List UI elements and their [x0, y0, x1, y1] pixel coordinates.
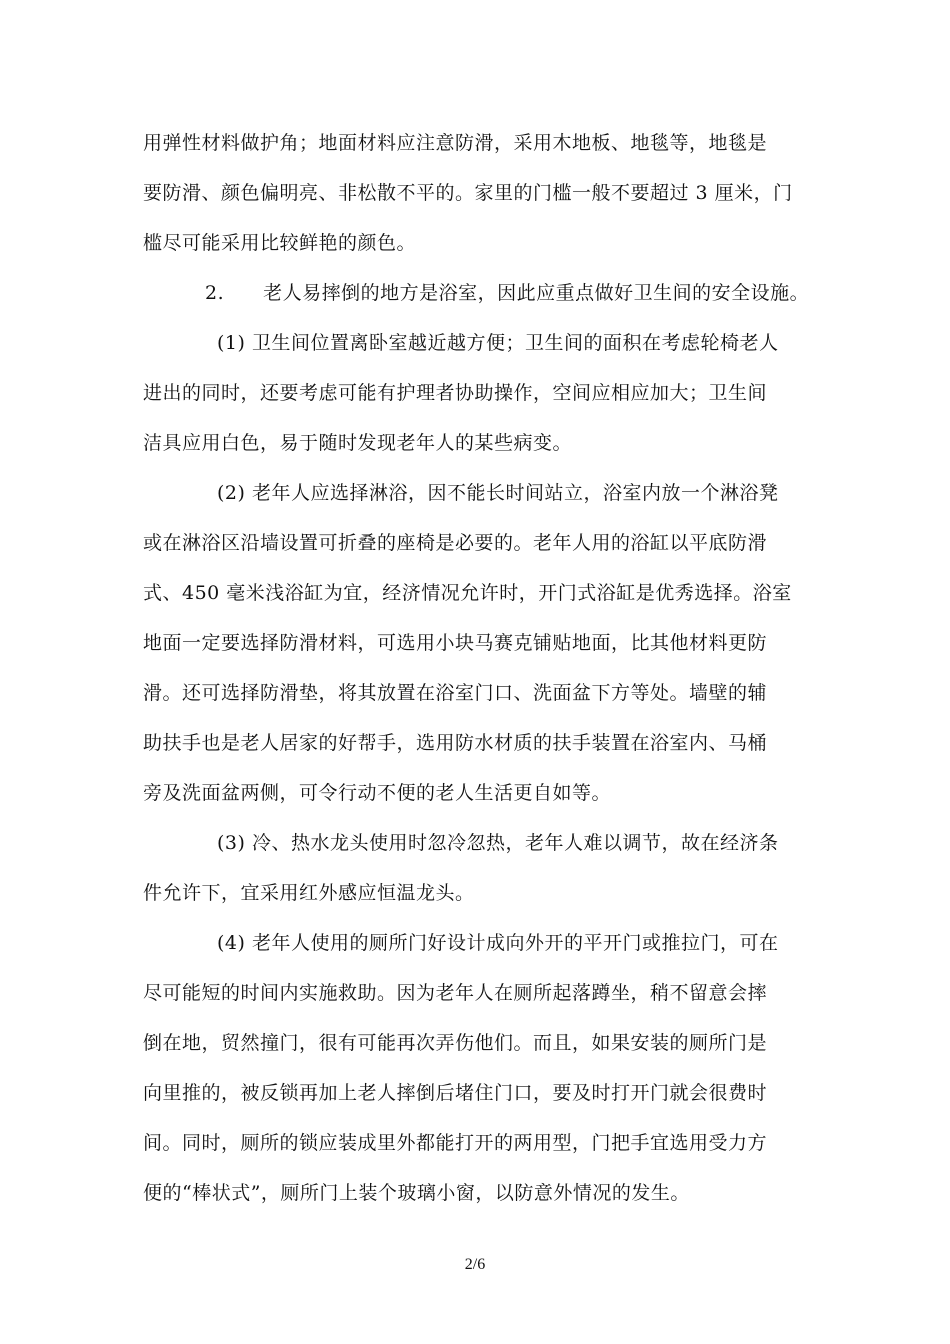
paragraph-line: 或在淋浴区沿墙设置可折叠的座椅是必要的。老年人用的浴缸以平底防滑 — [143, 532, 768, 554]
paragraph-line: 便的“棒状式”，厕所门上装个玻璃小窗，以防意外情况的发生。 — [143, 1182, 690, 1204]
paragraph-line: 向里推的，被反锁再加上老人摔倒后堵住门口，要及时打开门就会很费时 — [143, 1082, 768, 1104]
paragraph-line: 要防滑、颜色偏明亮、非松散不平的。家里的门槛一般不要超过 3 厘米，门 — [143, 182, 793, 204]
paragraph-line: 助扶手也是老人居家的好帮手，选用防水材质的扶手装置在浴室内、马桶 — [143, 732, 768, 754]
paragraph-line: (3) 冷、热水龙头使用时忽冷忽热，老年人难以调节，故在经济条 — [217, 832, 779, 854]
paragraph-line: 滑。还可选择防滑垫，将其放置在浴室门口、洗面盆下方等处。墙壁的辅 — [143, 682, 768, 704]
section-heading: 2. 老人易摔倒的地方是浴室，因此应重点做好卫生间的安全设施。 — [205, 282, 810, 304]
paragraph-line: 间。同时，厕所的锁应装成里外都能打开的两用型，门把手宜选用受力方 — [143, 1132, 768, 1154]
paragraph-line: 洁具应用白色，易于随时发现老年人的某些病变。 — [143, 432, 573, 454]
paragraph-line: 式、450 毫米浅浴缸为宜，经济情况允许时，开门式浴缸是优秀选择。浴室 — [143, 582, 792, 604]
paragraph-line: 旁及洗面盆两侧，可令行动不便的老人生活更自如等。 — [143, 782, 612, 804]
paragraph-line: 地面一定要选择防滑材料，可选用小块马赛克铺贴地面，比其他材料更防 — [143, 632, 768, 654]
paragraph-line: (1) 卫生间位置离卧室越近越方便；卫生间的面积在考虑轮椅老人 — [217, 332, 779, 354]
paragraph-line: 件允许下，宜采用红外感应恒温龙头。 — [143, 882, 475, 904]
paragraph-line: 尽可能短的时间内实施救助。因为老年人在厕所起落蹲坐，稍不留意会摔 — [143, 982, 768, 1004]
paragraph-line: (4) 老年人使用的厕所门好设计成向外开的平开门或推拉门，可在 — [217, 932, 779, 954]
paragraph-line: 进出的同时，还要考虑可能有护理者协助操作，空间应相应加大；卫生间 — [143, 382, 768, 404]
paragraph-line: (2) 老年人应选择淋浴，因不能长时间站立，浴室内放一个淋浴凳 — [217, 482, 779, 504]
page-number: 2/6 — [464, 1256, 486, 1273]
paragraph-line: 倒在地，贸然撞门，很有可能再次弄伤他们。而且，如果安装的厕所门是 — [143, 1032, 768, 1054]
paragraph-line: 槛尽可能采用比较鲜艳的颜色。 — [143, 232, 417, 254]
paragraph-line: 用弹性材料做护角；地面材料应注意防滑，采用木地板、地毯等，地毯是 — [143, 132, 768, 154]
